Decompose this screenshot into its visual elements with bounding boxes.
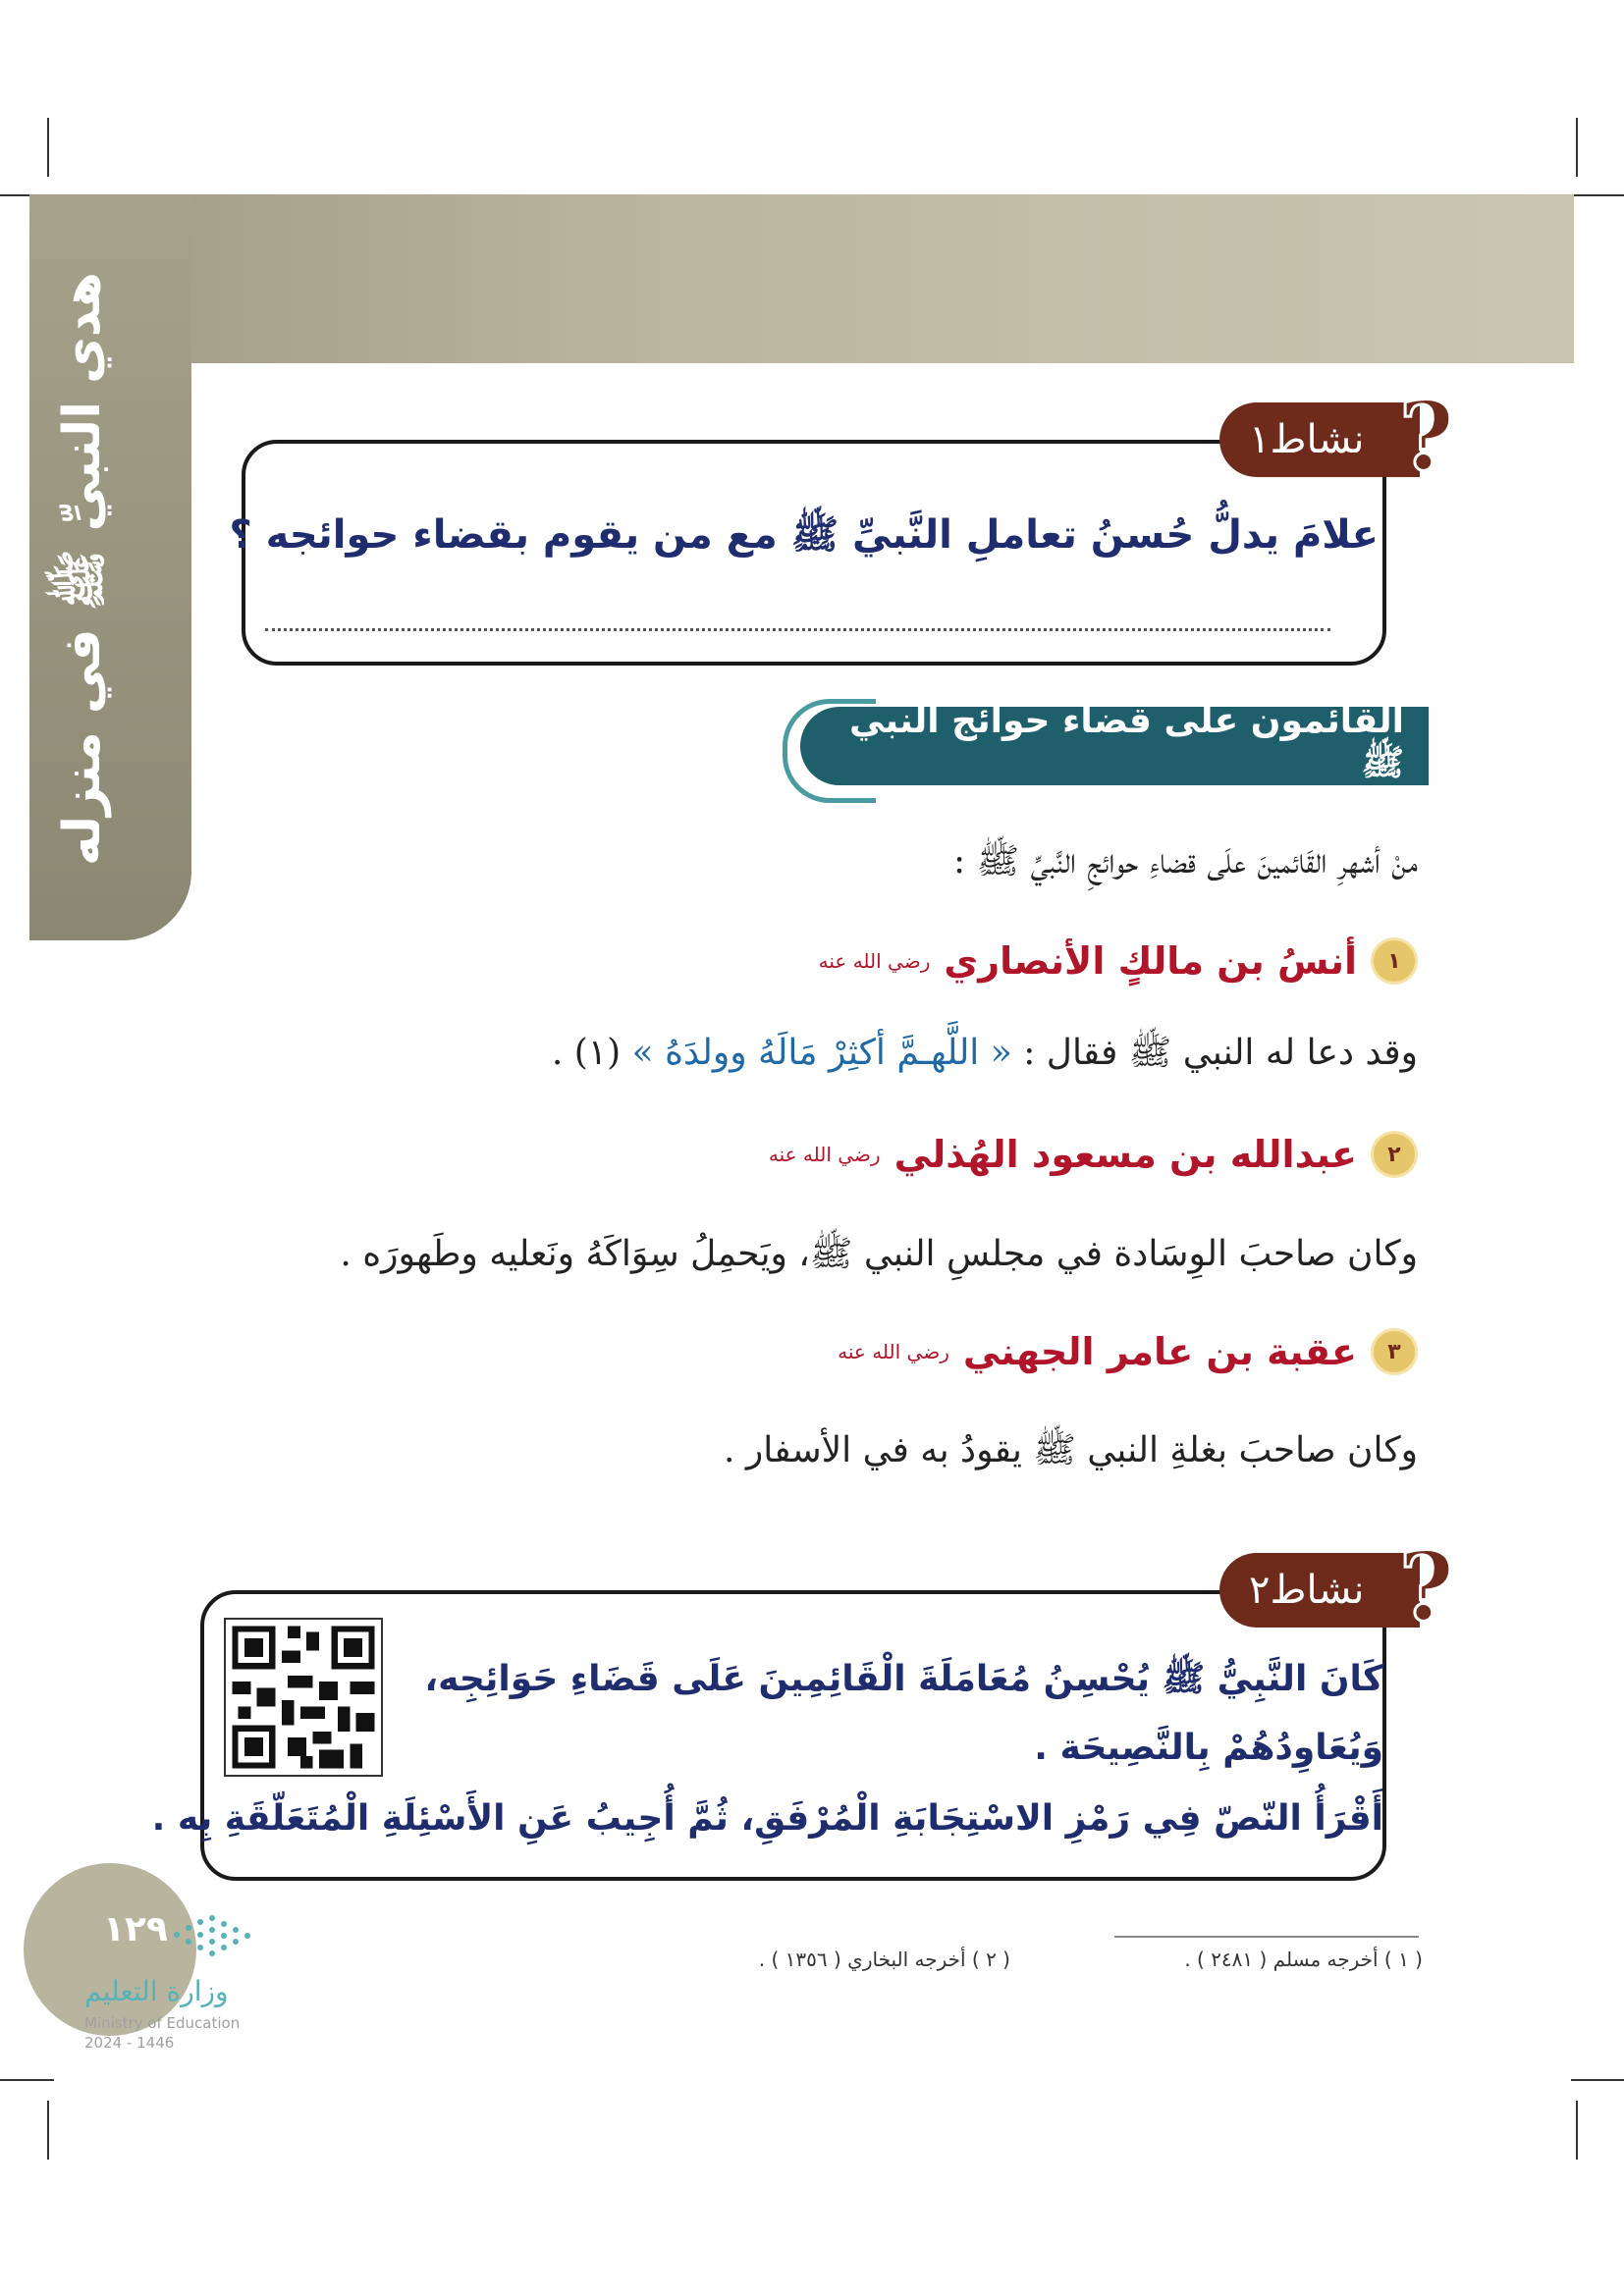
- crop-mark: [47, 2101, 49, 2160]
- honorific: رضي الله عنه: [838, 1340, 949, 1363]
- desc-text: وقد دعا له النبي ﷺ فقال :: [1011, 1033, 1418, 1073]
- crop-mark: [47, 118, 49, 177]
- ministry-name-en: Ministry of Education: [84, 2014, 241, 2032]
- activity1-number: ١: [1249, 417, 1271, 462]
- activity2-line3: أَقْرَأُ النّصّ فِي رَمْزِ الاسْتِجَابَةِ الْمُرْفَقِ، ثُمَّ أُجِيبُ عَنِ الأَسْئِلَةِ الْمُتَعَلّقَةِ بِه .: [151, 1798, 1383, 1839]
- ministry-year: 2024 - 1446: [84, 2034, 175, 2052]
- unit-title: هدي النبيِّ ﷺ في منزله: [53, 272, 112, 867]
- activity2-line1: كَانَ النَّبِيُّ ﷺ يُحْسِنُ مُعَامَلَةَ الْقَائِمِينَ عَلَى قَضَاءِ حَوَائِجِه،: [424, 1659, 1383, 1699]
- footnote-1: ( ١ ) أخرجه مسلم ( ٢٤٨١ ) .: [1184, 1948, 1423, 1971]
- hadith-quote: « اللَّهـمَّ أكثِرْ مَالَهُ وولدَهُ »: [631, 1033, 1012, 1073]
- activity2-tab: [1219, 1553, 1420, 1628]
- activity1-tab: [1219, 402, 1420, 477]
- question-mark-icon: ?: [1398, 381, 1455, 492]
- crop-mark: [1576, 118, 1578, 177]
- activity2-label: نشاط: [1270, 1568, 1365, 1613]
- activity1-question: علامَ يدلُّ حُسنُ تعاملِ النَّبيِّ ﷺ مع من يقوم بقضاء حوائجه ؟: [229, 512, 1379, 558]
- person-name: عقبة بن عامر الجهني: [962, 1330, 1357, 1373]
- crop-mark: [1571, 2079, 1624, 2081]
- page-number: ١٢٩: [103, 1909, 168, 1949]
- answer-line[interactable]: [265, 628, 1330, 631]
- person-2-name: [769, 1131, 1418, 1178]
- person-name: أنسُ بن مالكٍ الأنصاري: [944, 939, 1357, 983]
- footnote-2: ( ٢ ) أخرجه البخاري ( ١٣٥٦ ) .: [758, 1948, 1010, 1971]
- crop-mark: [0, 2079, 54, 2081]
- person-name: عبدالله بن مسعود الهُذلي: [893, 1133, 1357, 1176]
- person-3-desc: وكان صاحبَ بغلةِ النبي ﷺ يقودُ به في الأسفار .: [724, 1430, 1418, 1470]
- header-band: [29, 194, 1574, 363]
- honorific: رضي الله عنه: [768, 1143, 881, 1166]
- honorific: رضي الله عنه: [818, 949, 931, 973]
- intro-text: منْ أشهرِ القَائمينَ علَى قضاءِ حوائجِ النَّبيِّ ﷺ :: [953, 841, 1418, 881]
- section-heading-text: القائمون على قضاء حوائج النبي ﷺ: [848, 700, 1404, 783]
- ministry-logo-dots: [167, 1910, 314, 1959]
- ministry-name-ar: وزارة التعليم: [84, 1975, 229, 2007]
- person-3-name: [838, 1328, 1418, 1375]
- footnote-rule: [1114, 1936, 1419, 1938]
- footnote-ref: (١) .: [551, 1033, 622, 1073]
- section-heading: [800, 700, 1429, 785]
- qr-code-icon[interactable]: [224, 1618, 383, 1777]
- number-badge: ٢: [1371, 1131, 1418, 1178]
- person-2-desc: وكان صاحبَ الوِسَادة في مجلسِ النبي ﷺ، ويَحمِلُ سِوَاكَهُ ونَعليه وطَهورَه .: [340, 1234, 1418, 1274]
- activity2-line2: وَيُعَاوِدُهُمْ بِالنَّصِيحَة .: [1034, 1728, 1383, 1768]
- crop-mark: [1576, 2101, 1578, 2160]
- crop-mark: [1571, 194, 1624, 196]
- person-1-name: [819, 937, 1418, 985]
- person-1-desc: [552, 1031, 1418, 1082]
- activity1-label: نشاط: [1270, 417, 1365, 462]
- question-mark-icon: ?: [1398, 1531, 1455, 1642]
- activity2-number: ٢: [1249, 1568, 1271, 1613]
- number-badge: ١: [1371, 937, 1418, 985]
- number-badge: ٣: [1371, 1328, 1418, 1375]
